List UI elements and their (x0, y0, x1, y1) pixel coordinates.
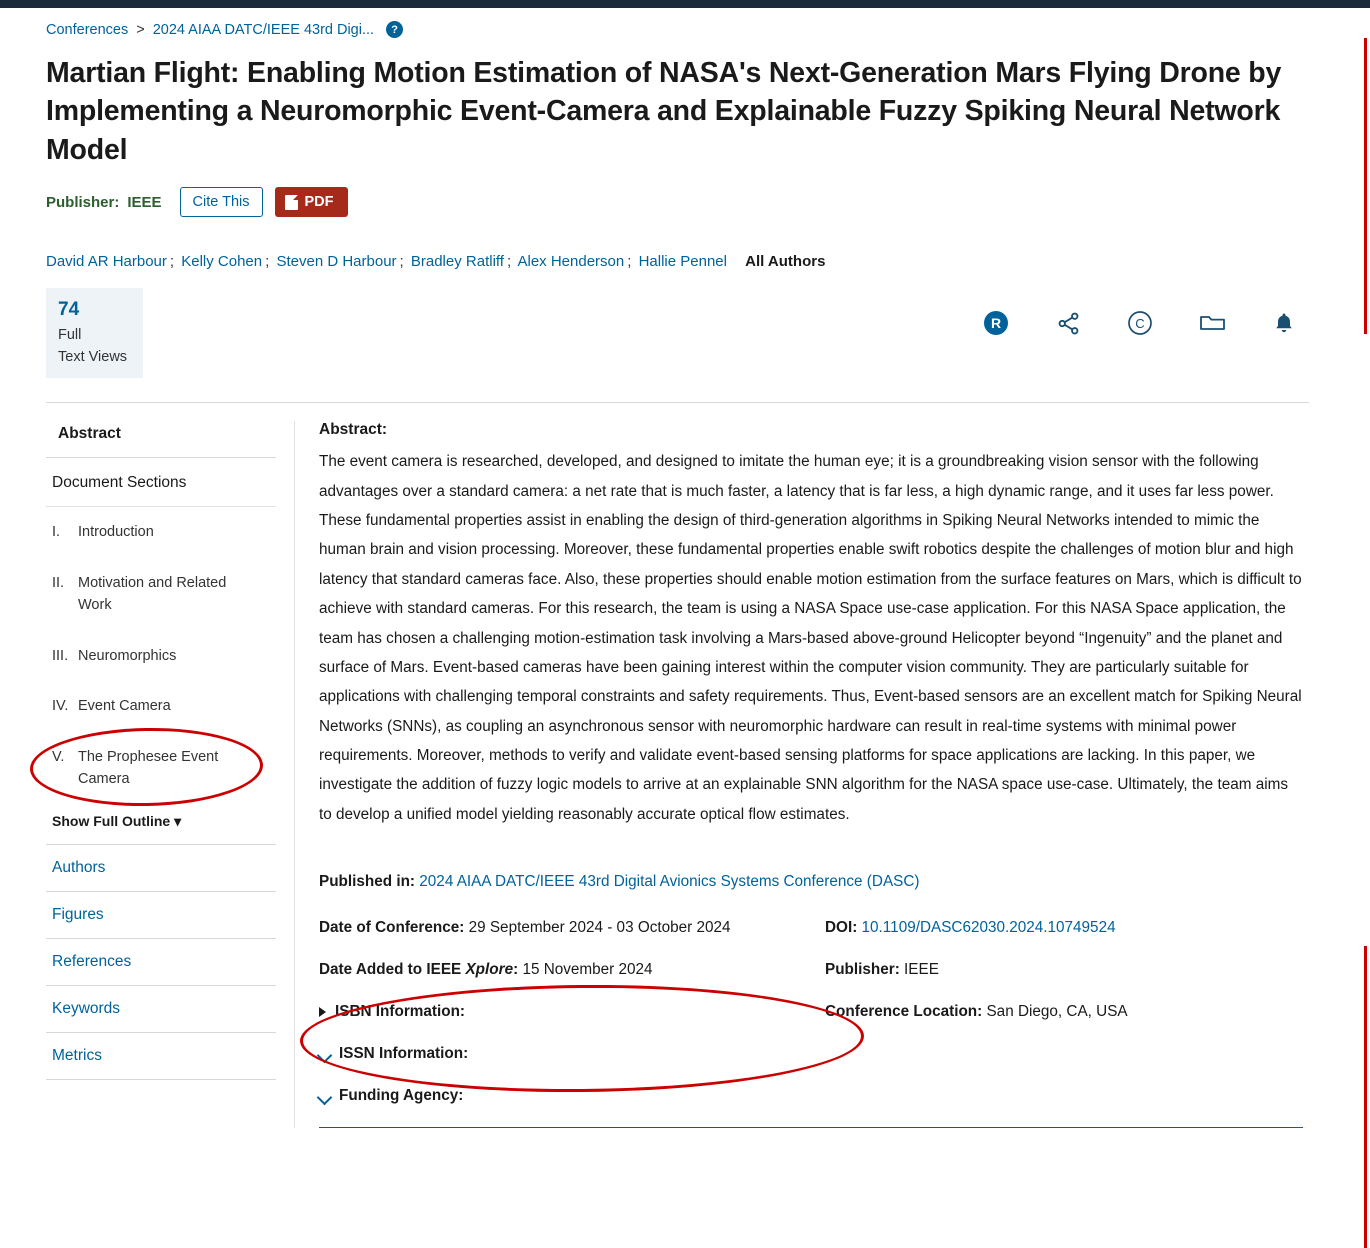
pdf-icon (285, 195, 298, 210)
sidebar-item-abstract[interactable]: Abstract (46, 421, 276, 458)
author-separator: ; (627, 253, 632, 271)
chevron-down-icon (319, 1091, 330, 1102)
abstract-label: Abstract: (319, 421, 388, 439)
section-number: IV. (52, 698, 69, 715)
meta-publisher-label: Publisher: (825, 961, 900, 979)
section-divider (319, 1127, 1303, 1128)
authors-list (46, 253, 1309, 270)
published-in-row (319, 873, 1303, 891)
conference-location-label: Conference Location: (825, 1003, 983, 1021)
author-link[interactable]: David AR Harbour (46, 253, 167, 271)
date-of-conference-value: 29 September 2024 - 03 October 2024 (468, 919, 731, 937)
doi-label: DOI: (825, 919, 858, 937)
page-title: Martian Flight: Enabling Motion Estimation of NASA's Next-Generation Mars Flying Drone by Implementing a Neuromorphic Event-Camera and Explainable Fuzzy Spiking Neural Network Model (46, 57, 1282, 166)
empty-cell (825, 1087, 1303, 1105)
meta-publisher-value: IEEE (904, 961, 939, 979)
pdf-button-label: PDF (304, 194, 334, 211)
main-content (46, 421, 1309, 1128)
issn-information-label: ISSN Information: (339, 1045, 469, 1063)
svg-text:C: C (1135, 316, 1145, 332)
action-icons (981, 308, 1299, 338)
share-icon[interactable] (1053, 308, 1083, 338)
publisher-name: IEEE (127, 193, 162, 211)
author-separator: ; (506, 253, 512, 271)
section-label: Introduction (78, 524, 154, 541)
scroll-marker-bottom (1364, 946, 1367, 1248)
scrollbar-track[interactable] (1360, 8, 1370, 1248)
published-in-label: Published in: (319, 873, 416, 891)
date-added-value: 15 November 2024 (522, 961, 653, 979)
abstract-column (294, 421, 1309, 1128)
date-of-conference-cell (319, 919, 825, 937)
browser-top-bar (0, 0, 1370, 8)
section-label: Neuromorphics (78, 647, 177, 664)
date-added-colon: : (513, 961, 519, 979)
section-number: II. (52, 574, 65, 591)
publisher-label: Publisher: (46, 193, 120, 211)
isbn-information-expander[interactable] (319, 1003, 825, 1021)
scroll-marker-top (1364, 38, 1367, 328)
author-separator: ; (399, 253, 404, 271)
conference-location-value: San Diego, CA, USA (986, 1003, 1128, 1021)
breadcrumb-separator: > (136, 21, 145, 38)
article-page (0, 8, 1357, 1248)
sidebar-item-section-5[interactable] (46, 732, 276, 805)
breadcrumb-item-conferences[interactable]: Conferences (46, 21, 129, 38)
author-separator: ; (265, 253, 270, 271)
date-added-label: Date Added to IEEE (319, 961, 466, 979)
sidebar-document-sections-label: Document Sections (46, 458, 276, 507)
section-number: V. (52, 748, 65, 765)
isbn-information-label: ISBN Information: (335, 1003, 466, 1021)
published-in-link[interactable]: 2024 AIAA DATC/IEEE 43rd Digital Avionics Systems Conference (DASC) (419, 873, 920, 891)
date-of-conference-label: Date of Conference: (319, 919, 465, 937)
full-text-views-count: 74 (58, 299, 80, 321)
chevron-down-icon: ▾ (174, 812, 182, 829)
chevron-down-icon (319, 1049, 330, 1060)
sidebar-item-section-2[interactable] (46, 558, 276, 631)
date-added-cell (319, 961, 825, 979)
full-text-views-label-2: Text Views (58, 348, 128, 365)
sidebar-item-authors[interactable]: Authors (46, 845, 276, 892)
alerts-bell-icon[interactable] (1269, 308, 1299, 338)
sidebar-item-keywords[interactable]: Keywords (46, 986, 276, 1033)
full-text-views-box (46, 288, 143, 378)
issn-information-expander[interactable] (319, 1045, 825, 1063)
author-link[interactable]: Alex Henderson (517, 253, 625, 271)
researchgate-icon[interactable] (981, 308, 1011, 338)
sidebar-item-section-1[interactable] (46, 507, 276, 557)
help-icon[interactable]: ? (386, 21, 403, 38)
caret-right-icon (319, 1007, 326, 1017)
sidebar-item-section-4[interactable] (46, 681, 276, 731)
conference-location-cell (825, 1003, 1303, 1021)
breadcrumb-item-conference[interactable]: 2024 AIAA DATC/IEEE 43rd Digi... (152, 21, 375, 38)
doi-link[interactable]: 10.1109/DASC62030.2024.10749524 (861, 919, 1116, 937)
svg-text:R: R (990, 315, 1002, 332)
empty-cell (825, 1045, 1303, 1063)
sidebar-item-metrics[interactable]: Metrics (46, 1033, 276, 1080)
section-label: Event Camera (78, 698, 171, 715)
funding-agency-expander[interactable] (319, 1087, 825, 1105)
sidebar-item-figures[interactable]: Figures (46, 892, 276, 939)
metrics-and-actions-row (46, 288, 1309, 378)
publisher-row (46, 187, 1309, 217)
cite-this-button[interactable]: Cite This (180, 187, 263, 217)
pdf-button[interactable] (275, 187, 348, 217)
author-link[interactable]: Steven D Harbour (276, 253, 397, 271)
author-link[interactable]: Bradley Ratliff (410, 253, 504, 271)
sidebar-item-section-3[interactable] (46, 631, 276, 681)
abstract-text: The event camera is researched, developed, and designed to imitate the human eye; it is a groundbreaking vision sensor with the following advantages over a standard camera: a net rate that is much faster, a latency that is far less, a high dynamic range, and it uses far less power. These fundamental properties assist in enabling the design of third-generation algorithms in Spiking Neural Networks intended to mimic the human brain and vision processing. Moreover, these fundamental properties enable swift robotics despite the challenges of motion blur and high latency that standard cameras face. Also, these properties should enable motion estimation from the surface features on Mars, which is difficult to achieve with standard cameras. For this research, the team is using a NASA Space use-case application. For this NASA Space application, the team has chosen a challenging motion-estimation task involving a Mars-based above-ground Helicopter beyond “Ingenuity” and the planet and surface of Mars. Event-based cameras have been gaining interest within the computer vision community. They are particularly suitable for applications with challenging temporal constraints and safety requirements. Thus, Event-based sensors are an excellent match for Spiking Neural Networks (SNNs), as coupling an asynchronous sensor with neuromorphic hardware can result in real-time systems with minimal power requirements. Moreover, methods to verify and validate event-based sensing platforms for space applications are lacking. In this paper, we investigate the addition of fuzzy logic models to arrive at an explainable SNN algorithm for the NASA space use-case. Ultimately, the team aims to develop a unified model yielding reasonably accurate optical flow estimates. (319, 453, 1302, 823)
divider (46, 402, 1309, 403)
section-number: III. (52, 647, 69, 664)
full-text-views-label-1: Full (58, 326, 82, 343)
publisher-cell (825, 961, 1303, 979)
doi-cell (825, 919, 1303, 937)
copyright-icon[interactable] (1125, 308, 1155, 338)
breadcrumb (46, 8, 1309, 38)
metadata-grid (319, 919, 1303, 1105)
section-number: I. (52, 524, 61, 541)
folder-icon[interactable] (1197, 308, 1227, 338)
section-label: Motivation and Related Work (78, 574, 227, 614)
all-authors-button[interactable]: All Authors (745, 253, 826, 271)
sidebar-item-references[interactable]: References (46, 939, 276, 986)
scroll-marker-mid (1364, 320, 1367, 334)
date-added-xplore: Xplore (465, 961, 514, 979)
funding-agency-label: Funding Agency: (339, 1087, 464, 1105)
author-separator: ; (169, 253, 175, 271)
show-full-outline-label: Show Full Outline (52, 812, 171, 829)
section-label: The Prophesee Event Camera (78, 748, 219, 788)
author-link[interactable]: Hallie Pennel (638, 253, 727, 271)
author-link[interactable]: Kelly Cohen (181, 253, 263, 271)
show-full-outline-button[interactable] (46, 805, 276, 845)
sidebar (46, 421, 294, 1128)
